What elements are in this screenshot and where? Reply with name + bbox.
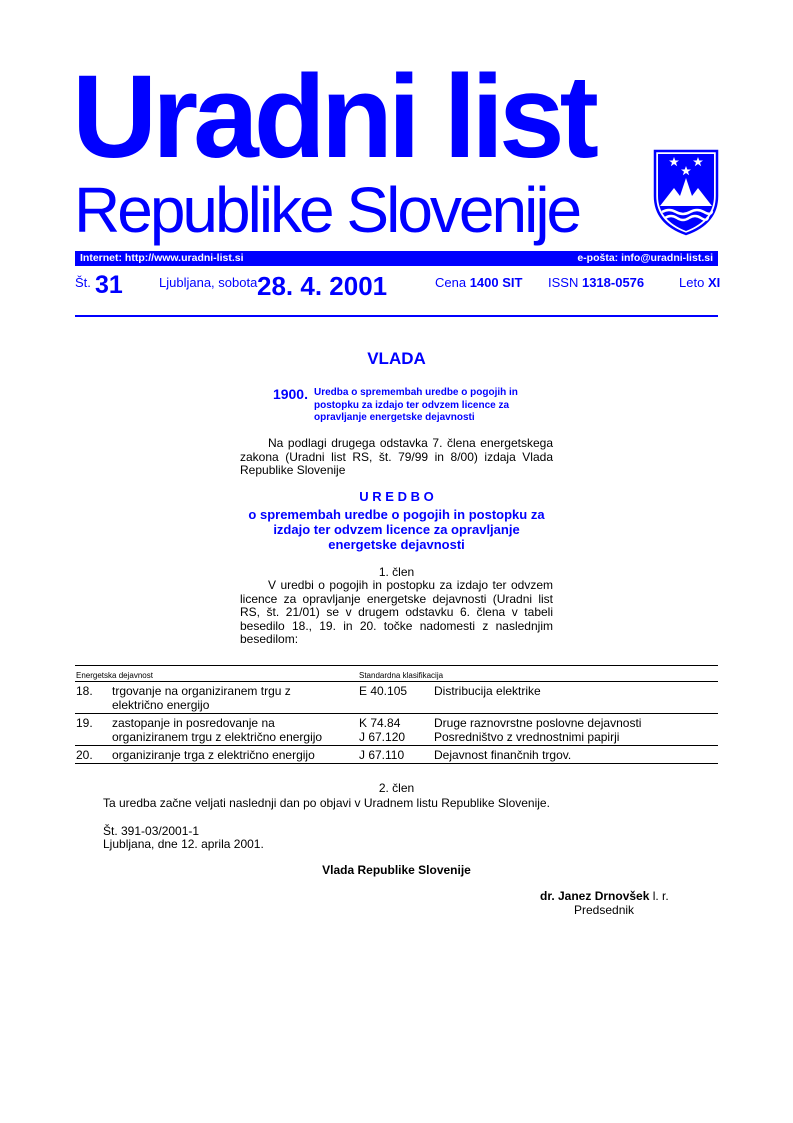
price-label: Cena [435,275,467,290]
regulation-number: 1900. [272,386,308,402]
issn-value: 1318-0576 [581,275,645,290]
row-activity: zastopanje in posredovanje na [112,716,275,730]
place-and-date: Ljubljana, dne 12. aprila 2001. [103,837,264,851]
coat-of-arms-icon [652,148,720,236]
doc-type: U R E D B O [359,489,434,504]
row-number: 18. [76,684,93,698]
year-value: XI [707,275,721,290]
row-activity: organiziranem trgu z električno energijo [112,730,323,744]
table-rule [75,713,718,714]
header-divider [75,315,718,317]
row-number: 19. [76,716,93,730]
issn [548,275,644,290]
reference-number: Št. 391-03/2001-1 [103,824,200,838]
issue-prefix: Št. [75,275,91,290]
issue-date: 28. 4. 2001 [257,271,388,301]
price-value: 1400 SIT [469,275,523,290]
issuer: Vlada Republike Slovenije [322,863,471,877]
table-rule [75,745,718,746]
row-activity: organiziranje trga z električno energijo [112,748,315,762]
table-rule [75,681,718,682]
signatory-suffix: l. r. [649,889,669,903]
year-label: Leto [679,275,705,290]
row-description: Dejavnost finančnih trgov. [434,748,572,762]
internet-link[interactable]: Internet: http://www.uradni-list.si [80,252,244,264]
row-description: Distribucija elektrike [434,684,541,698]
doc-title: o spremembah uredbe o pogojih in postopku za izdajo ter odvzem licence za opravljanje energetske dejavnosti [248,507,545,552]
row-code: J 67.120 [359,730,406,744]
row-description: Posredništvo z vrednostnimi papirji [434,730,620,744]
row-code: J 67.110 [359,748,405,762]
row-activity: električno energijo [112,698,210,712]
table-header-activity: Energetska dejavnost [76,671,153,680]
issue-info-row [75,270,721,304]
table-rule [75,763,718,764]
table-header-classification: Standardna klasifikacija [359,671,444,680]
place-day: Ljubljana, sobota [159,275,258,290]
article-2-text: Ta uredba začne veljati naslednji dan po objavi v Uradnem listu Republike Slovenije. [103,796,550,810]
masthead-subtitle: Republike Slovenije [74,174,580,246]
year [679,275,720,290]
issue-number: 31 [95,271,123,299]
price [435,275,522,290]
signatory [540,889,669,903]
signatory-name: dr. Janez Drnovšek [540,889,650,903]
section-heading: VLADA [367,349,426,368]
row-number: 20. [76,748,93,762]
preamble: Na podlagi drugega odstavka 7. člena energetskega zakona (Uradni list RS, št. 79/99 in 8/00) izdaja Vlada Republike Slovenije [240,436,553,477]
row-description: Druge raznovrstne poslovne dejavnosti [434,716,642,730]
article-1-heading: 1. člen [378,565,415,579]
article-1-text: V uredbi o pogojih in postopku za izdajo ter odvzem licence za opravljanje energetske dejavnosti (Uradni list RS, št. 21/01) se v drugem odstavku 6. člena v tabeli besedilo 18., 19. in 20. točke nadomesti z naslednjim besedilom: [240,578,553,646]
masthead-contact-bar [75,251,718,266]
row-activity: trgovanje na organiziranem trgu z [112,684,291,698]
table-rule [75,665,718,666]
signatory-title: Predsednik [574,903,635,917]
issn-label: ISSN [548,275,579,290]
article-2-heading: 2. člen [378,781,415,795]
row-code: K 74.84 [359,716,401,730]
row-code: E 40.105 [359,684,408,698]
email-link[interactable]: e-pošta: info@uradni-list.si [577,252,713,264]
masthead-title: Uradni list [72,51,594,183]
regulation-title: Uredba o spremembah uredbe o pogojih in postopku za izdajo ter odvzem licence za opravljanje energetske dejavnosti [314,387,518,423]
